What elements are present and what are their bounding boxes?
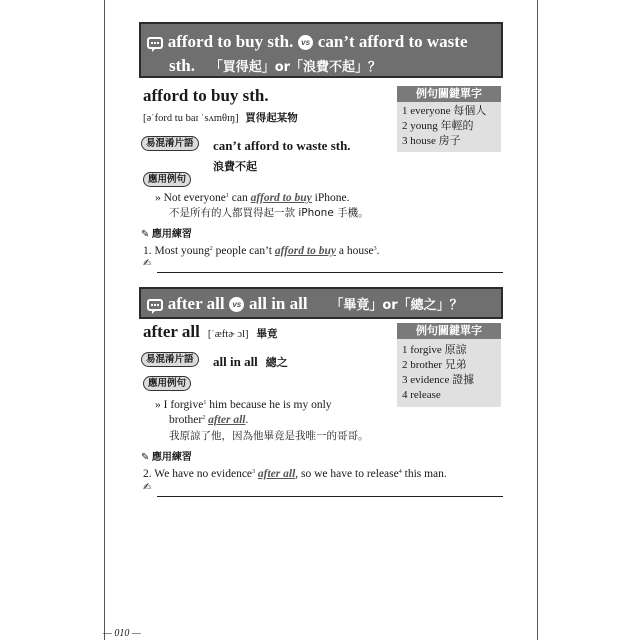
pencil-icon: ✎ — [141, 452, 150, 463]
practice-label: 應用練習 — [151, 229, 192, 240]
pencil-icon: ✎ — [141, 229, 150, 240]
book-page — [104, 0, 538, 640]
banner-zh: 「買得起」or「浪費不起」？ — [209, 60, 382, 75]
phonetic: [əˈford tu baɪ ˈsʌmθɪŋ] — [143, 113, 239, 124]
vs-icon: vs — [298, 35, 313, 50]
banner-phrase: after all — [167, 294, 225, 313]
confusable-meaning: 浪費不起 — [213, 160, 257, 173]
keyword-item: 3 house 房子 — [402, 135, 461, 147]
keyword-item: 1 forgive 原諒 — [402, 344, 467, 356]
highlight-phrase: afford to buy — [274, 245, 336, 257]
example-translation: 不是所有的人都買得起一款 iPhone 手機。 — [169, 207, 369, 219]
confusable-tag: 易混淆片語 — [141, 136, 199, 151]
keywords-box — [397, 323, 501, 407]
phonetic: [ˈæftɚ ɔl] — [207, 329, 249, 340]
keyword-item: 3 evidence 證據 — [402, 374, 475, 386]
example-translation: 我原諒了他，因為他畢竟是我唯一的哥哥。 — [169, 430, 369, 442]
vs-icon: vs — [229, 297, 244, 312]
meaning: 畢竟 — [256, 328, 278, 340]
keyword-item: 2 brother 兄弟 — [402, 359, 467, 371]
highlight-phrase: after all — [208, 414, 246, 426]
confusable-phrase: can’t afford to waste sth. — [213, 138, 351, 153]
keyword-item: 1 everyone 每個人 — [402, 105, 487, 117]
keywords-title: 例句關鍵單字 — [397, 86, 501, 102]
example-tag: 應用例句 — [143, 376, 191, 391]
keyword-item: 2 young 年輕的 — [402, 120, 474, 132]
banner-phrase: afford to buy sth. — [167, 32, 294, 51]
banner-phrase-contrast: all in all — [249, 294, 308, 313]
confusable-meaning: 總之 — [265, 356, 288, 369]
write-icon: ✍ — [143, 258, 152, 269]
chat-bubble-icon — [147, 37, 163, 49]
meaning: 買得起某物 — [245, 112, 298, 124]
practice-label: 應用練習 — [151, 452, 192, 463]
headword: afford to buy sth. — [143, 86, 269, 105]
answer-line[interactable] — [157, 272, 503, 273]
write-icon: ✍ — [143, 482, 152, 493]
banner-phrase-cont: sth. — [169, 56, 195, 75]
example-sentence-cont: brother$^2$ after all. — [169, 414, 249, 426]
example-sentence: » Not everyone$^1$ can afford to buy iPhone. — [155, 192, 350, 204]
example-sentence: » I forgive$^1$ him because he is my only — [155, 399, 332, 411]
keywords-box — [397, 86, 501, 152]
keyword-item: 4 release — [402, 389, 441, 401]
highlight-phrase: afford to buy — [250, 192, 312, 204]
chat-bubble-icon — [147, 299, 163, 311]
banner-phrase-contrast: can’t afford to waste — [317, 32, 468, 51]
highlight-phrase: after all — [257, 468, 296, 480]
practice-sentence: 1. Most young$^2$ people can’t afford to buy a house$^3$. — [143, 245, 380, 257]
page-number: — 010 — — [103, 628, 141, 639]
section1-banner — [139, 22, 503, 78]
answer-line[interactable] — [157, 496, 503, 497]
banner-zh: 「畢竟」or「總之」？ — [330, 298, 463, 313]
headword: after all — [143, 322, 200, 341]
keywords-title: 例句關鍵單字 — [397, 323, 501, 339]
section2-banner — [139, 287, 503, 319]
practice-sentence: 2. We have no evidence$^3$ after all, so we have to release$^4$ this man. — [143, 468, 447, 480]
confusable-tag: 易混淆片語 — [141, 352, 199, 367]
confusable-phrase: all in all — [213, 354, 258, 369]
example-tag: 應用例句 — [143, 172, 191, 187]
